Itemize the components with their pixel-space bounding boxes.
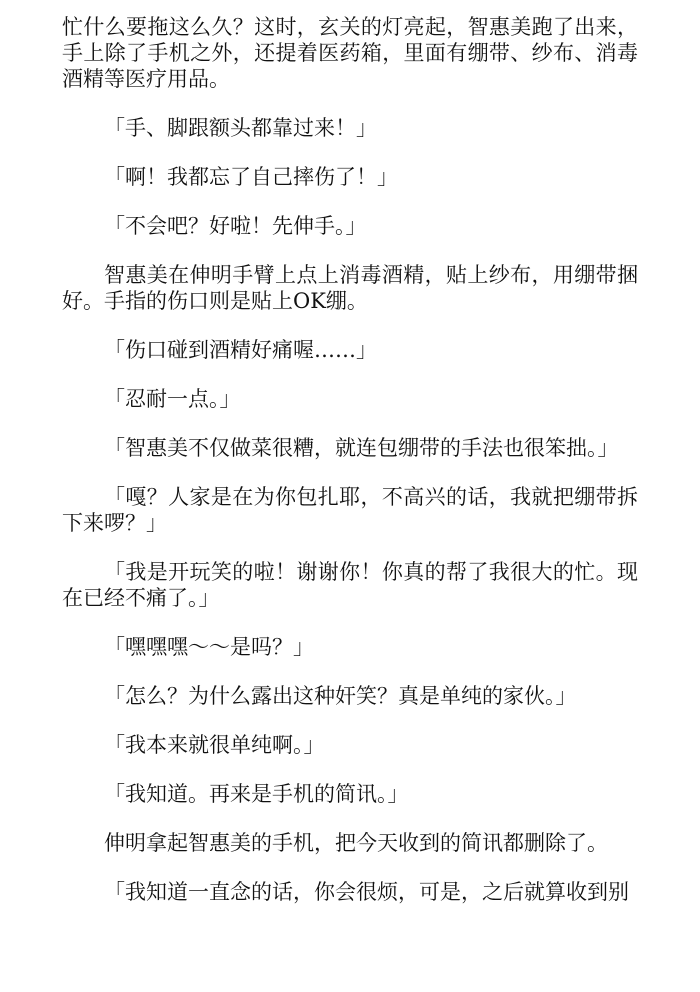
- paragraph-9: 「嘎？人家是在为你包扎耶，不高兴的话，我就把绷带拆下来啰？」: [62, 485, 638, 535]
- paragraph-8: 「智惠美不仅做菜很糟，就连包绷带的手法也很笨拙。」: [104, 436, 619, 460]
- paragraph-3: 「啊！我都忘了自己摔伤了！」: [104, 165, 398, 189]
- paragraph-7: 「忍耐一点。」: [104, 387, 241, 411]
- paragraph-16: 「我知道一直念的话，你会很烦，可是，之后就算收到别: [104, 880, 629, 904]
- paragraph-12: 「怎么？为什么露出这种奸笑？真是单纯的家伙。」: [104, 684, 577, 708]
- paragraph-10: 「我是开玩笑的啦！谢谢你！你真的帮了我很大的忙。现在已经不痛了。」: [62, 560, 638, 610]
- paragraph-15: 伸明拿起智惠美的手机，把今天收到的简讯都删除了。: [104, 831, 608, 855]
- paragraph-11: 「嘿嘿嘿～～是吗？」: [104, 635, 314, 659]
- paragraph-13: 「我本来就很单纯啊。」: [104, 733, 325, 757]
- document-page: [62, 14, 638, 928]
- paragraph-14: 「我知道。再来是手机的简讯。」: [104, 782, 409, 806]
- paragraph-5: 智惠美在伸明手臂上点上消毒酒精，贴上纱布，用绷带捆好。手指的伤口则是贴上OK绷。: [62, 263, 638, 313]
- paragraph-4: 「不会吧？好啦！先伸手。」: [104, 214, 367, 238]
- paragraph-1: 忙什么要拖这么久？这时，玄关的灯亮起，智惠美跑了出来，手上除了手机之外，还提着医药箱，里面有绷带、纱布、消毒酒精等医疗用品。: [62, 15, 638, 91]
- paragraph-2: 「手、脚跟额头都靠过来！」: [104, 116, 377, 140]
- paragraph-6: 「伤口碰到酒精好痛喔……」: [104, 338, 377, 362]
